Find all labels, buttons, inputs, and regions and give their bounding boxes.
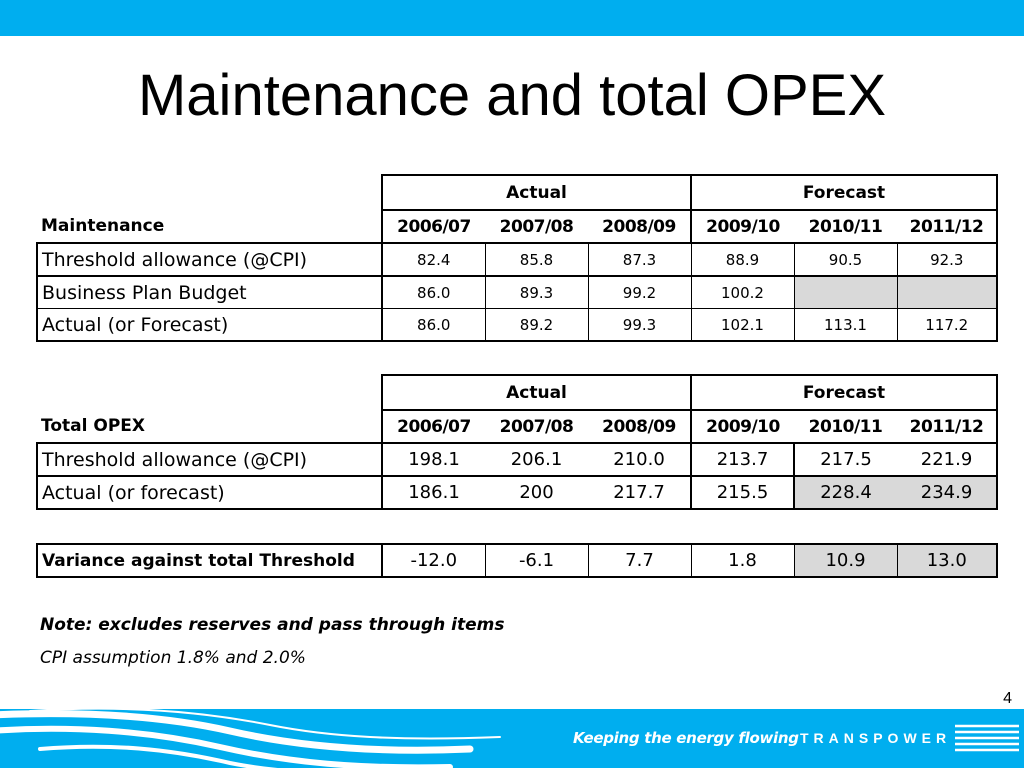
table-row (37, 544, 997, 577)
row-label: Threshold allowance (@CPI) (37, 243, 382, 276)
variance-label: Variance against total Threshold (37, 544, 382, 577)
cell-value: 217.5 (794, 443, 897, 476)
year-header: 2009/10 (691, 410, 794, 443)
year-header: 2006/07 (382, 210, 485, 243)
total-opex-table (36, 374, 998, 510)
total-opex-section-label: Total OPEX (37, 410, 382, 443)
footer-tagline: Keeping the energy flowing (573, 729, 799, 747)
cell-value: 221.9 (897, 443, 997, 476)
cell-value: 198.1 (382, 443, 485, 476)
cell-value: 13.0 (897, 544, 997, 577)
brand-stripes-icon (955, 723, 1019, 753)
table-row (37, 276, 997, 309)
maintenance-table (36, 174, 998, 342)
row-label: Actual (or Forecast) (37, 309, 382, 342)
year-header: 2011/12 (897, 410, 997, 443)
cell-value: 102.1 (691, 309, 794, 342)
cell-value: 200 (485, 476, 588, 509)
page-number: 4 (1003, 690, 1012, 707)
variance-table (36, 543, 998, 578)
brand-logo-text: TRANSPOWER (800, 730, 952, 746)
year-header: 2008/09 (588, 410, 691, 443)
cell-value: 7.7 (588, 544, 691, 577)
slide-title: Maintenance and total OPEX (137, 63, 887, 128)
year-header: 2008/09 (588, 210, 691, 243)
empty-corner (37, 175, 382, 210)
forecast-group-header: Forecast (691, 375, 997, 410)
note-exclusions: Note: excludes reserves and pass through items (40, 615, 505, 635)
cell-value: 217.7 (588, 476, 691, 509)
year-header: 2007/08 (485, 210, 588, 243)
cell-value: 113.1 (794, 309, 897, 342)
cell-value-empty (897, 276, 997, 309)
cell-value: 90.5 (794, 243, 897, 276)
cell-value: 186.1 (382, 476, 485, 509)
year-header: 2011/12 (897, 210, 997, 243)
year-header: 2009/10 (691, 210, 794, 243)
cell-value: 213.7 (691, 443, 794, 476)
cell-value-empty (794, 276, 897, 309)
cell-value: 86.0 (382, 276, 485, 309)
row-label: Threshold allowance (@CPI) (37, 443, 382, 476)
year-header: 2010/11 (794, 410, 897, 443)
cell-value: 86.0 (382, 309, 485, 342)
top-color-band (0, 0, 1024, 36)
cell-value: 89.3 (485, 276, 588, 309)
cell-value: 228.4 (794, 476, 897, 509)
actual-group-header: Actual (382, 175, 691, 210)
actual-group-header: Actual (382, 375, 691, 410)
table-row (37, 443, 997, 476)
year-header: 2007/08 (485, 410, 588, 443)
cell-value: 117.2 (897, 309, 997, 342)
empty-corner (37, 375, 382, 410)
cell-value: 210.0 (588, 443, 691, 476)
cell-value: 88.9 (691, 243, 794, 276)
cell-value: -12.0 (382, 544, 485, 577)
year-header: 2006/07 (382, 410, 485, 443)
note-cpi: CPI assumption 1.8% and 2.0% (40, 648, 306, 668)
cell-value: 215.5 (691, 476, 794, 509)
table-row (37, 243, 997, 276)
cell-value: -6.1 (485, 544, 588, 577)
cell-value: 99.2 (588, 276, 691, 309)
cell-value: 10.9 (794, 544, 897, 577)
cell-value: 92.3 (897, 243, 997, 276)
cell-value: 234.9 (897, 476, 997, 509)
table-row (37, 476, 997, 509)
cell-value: 87.3 (588, 243, 691, 276)
cell-value: 100.2 (691, 276, 794, 309)
cell-value: 99.3 (588, 309, 691, 342)
row-label: Actual (or forecast) (37, 476, 382, 509)
forecast-group-header: Forecast (691, 175, 997, 210)
table-row (37, 309, 997, 342)
cell-value: 85.8 (485, 243, 588, 276)
row-label: Business Plan Budget (37, 276, 382, 309)
year-header: 2010/11 (794, 210, 897, 243)
maintenance-section-label: Maintenance (37, 210, 382, 243)
cell-value: 206.1 (485, 443, 588, 476)
wave-graphic-icon (0, 709, 560, 768)
cell-value: 82.4 (382, 243, 485, 276)
footer-band (0, 709, 1024, 768)
cell-value: 89.2 (485, 309, 588, 342)
cell-value: 1.8 (691, 544, 794, 577)
